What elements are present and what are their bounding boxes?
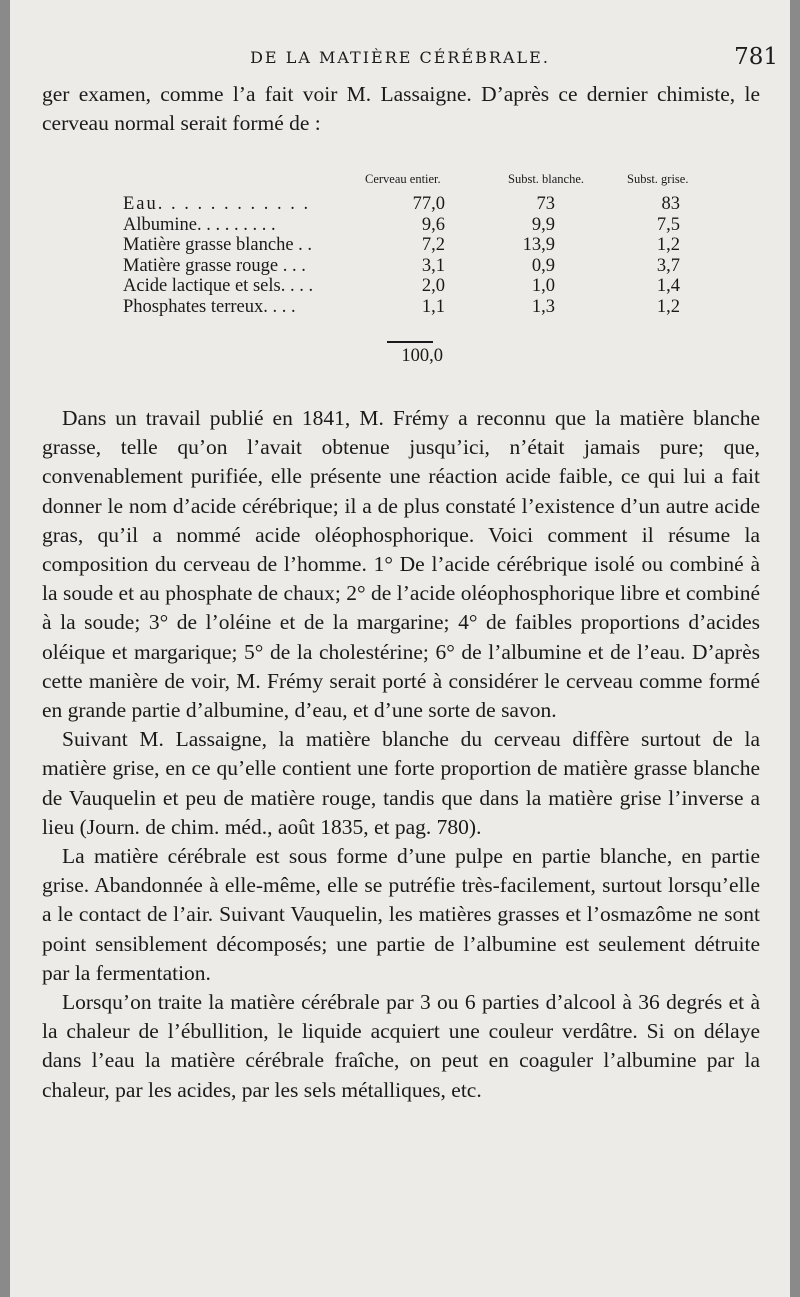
running-title: DE LA MATIÈRE CÉRÉBRALE. — [250, 48, 550, 67]
table-row — [115, 194, 715, 215]
page-number: 781 — [734, 44, 778, 70]
cell-value: 1,2 — [656, 296, 680, 317]
cell-value: 1,0 — [531, 276, 555, 296]
intro-text: ger examen, comme l’a fait voir M. Lassaigne. D’après ce dernier chimiste, le cerveau normal serait formé de : — [42, 82, 760, 136]
page-header — [10, 44, 790, 80]
cell-value: 7,5 — [656, 214, 680, 235]
cell-value: 1,4 — [656, 276, 680, 296]
table-row — [115, 297, 715, 318]
cell-value: 3,7 — [656, 255, 680, 276]
cell-value: 1,3 — [531, 296, 555, 317]
body-text — [42, 404, 760, 1105]
cell-value: 7,2 — [421, 235, 445, 255]
row-label: Acide lactique et sels. . . . — [123, 276, 314, 296]
cell-value: 9,6 — [421, 214, 445, 235]
cell-value: 2,0 — [421, 276, 445, 296]
paragraph-alcool: Lorsqu’on traite la matière cérébrale par 3 ou 6 parties d’alcool à 36 degrés et à la chaleur de l’ébullition, le liquide acquiert une couleur verdâtre. Si on délaye dans l’eau la matière cérébrale fraîche, on peut en coaguler l’albumine par la chaleur, par les acides, par les sels métalliques, etc. — [42, 990, 760, 1102]
cell-value: 83 — [661, 194, 680, 214]
table-header — [115, 172, 715, 194]
cell-value: 9,9 — [531, 214, 555, 235]
cell-value: 0,9 — [531, 255, 555, 276]
table-row — [115, 215, 715, 236]
row-label: Eau. . . . . . . . . . . . — [123, 194, 311, 214]
cell-value: 3,1 — [421, 255, 445, 276]
col-header-subst-blanche: Subst. blanche. — [508, 172, 585, 186]
book-page — [10, 0, 790, 1297]
composition-table — [115, 172, 715, 366]
col-header-cerveau-entier: Cerveau entier. — [365, 172, 441, 186]
table-row — [115, 256, 715, 277]
table-row — [115, 276, 715, 297]
cell-value: 13,9 — [522, 235, 555, 255]
cell-value: 73 — [536, 194, 555, 214]
intro-paragraph — [42, 80, 760, 138]
paragraph-pulpe: La matière cérébrale est sous forme d’une pulpe en partie blanche, en partie grise. Abandonnée à elle-même, elle se putréfie très-facilement, surtout lorsqu’elle a le contact de l’air. Suivant Vauquelin, les matières grasses et l’osmazôme ne sont point sensiblement décomposés; une partie de l’albumine est seulement détruite par la fermentation. — [42, 844, 760, 985]
row-label: Matière grasse blanche . . — [123, 235, 313, 255]
col-header-subst-grise: Subst. grise. — [627, 172, 689, 186]
cell-value: 1,2 — [656, 235, 680, 255]
paragraph-fremy: Dans un travail publié en 1841, M. Frémy a reconnu que la matière blanche grasse, telle qu’on l’avait obtenue jusqu’ici, n’était jamais pure; que, convenablement purifiée, elle présente une réaction acide faible, ce qui lui a fait donner le nom d’acide cérébrique; il a de plus constaté l’existence d’un autre acide gras, qu’il a nommé acide oléophosphorique. Voici comment il résume la composition du cerveau de l’homme. 1° De l’acide cérébrique isolé ou combiné à la soude et au phosphate de chaux; 2° de l’acide oléophosphorique libre et combiné à la soude; 3° de l’oléine et de la margarine; 4° de faibles proportions d’acides oléique et margarique; 5° de la cholestérine; 6° de l’albumine et de l’eau. D’après cette manière de voir, M. Frémy serait porté à considérer le cerveau comme formé en grande partie d’albumine, d’eau, et d’une sorte de savon. — [42, 406, 760, 723]
row-label: Albumine. . . . . . . . . — [123, 214, 276, 235]
cell-value: 1,1 — [421, 296, 445, 317]
paragraph-lassaigne: Suivant M. Lassaigne, la matière blanche du cerveau diffère surtout de la matière grise, en ce qu’elle contient une forte proportion de matière grasse blanche de Vauquelin et peu de matière rouge, tandis que dans la matière grise l’inverse a lieu (Journ. de chim. méd., août 1835, et pag. 780). — [42, 727, 760, 839]
row-label: Phosphates terreux. . . . — [123, 296, 296, 317]
table-total: 100,0 — [401, 346, 443, 366]
table-row — [115, 235, 715, 256]
cell-value: 77,0 — [412, 194, 445, 214]
sum-rule — [387, 341, 433, 343]
row-label: Matière grasse rouge . . . — [123, 255, 306, 276]
